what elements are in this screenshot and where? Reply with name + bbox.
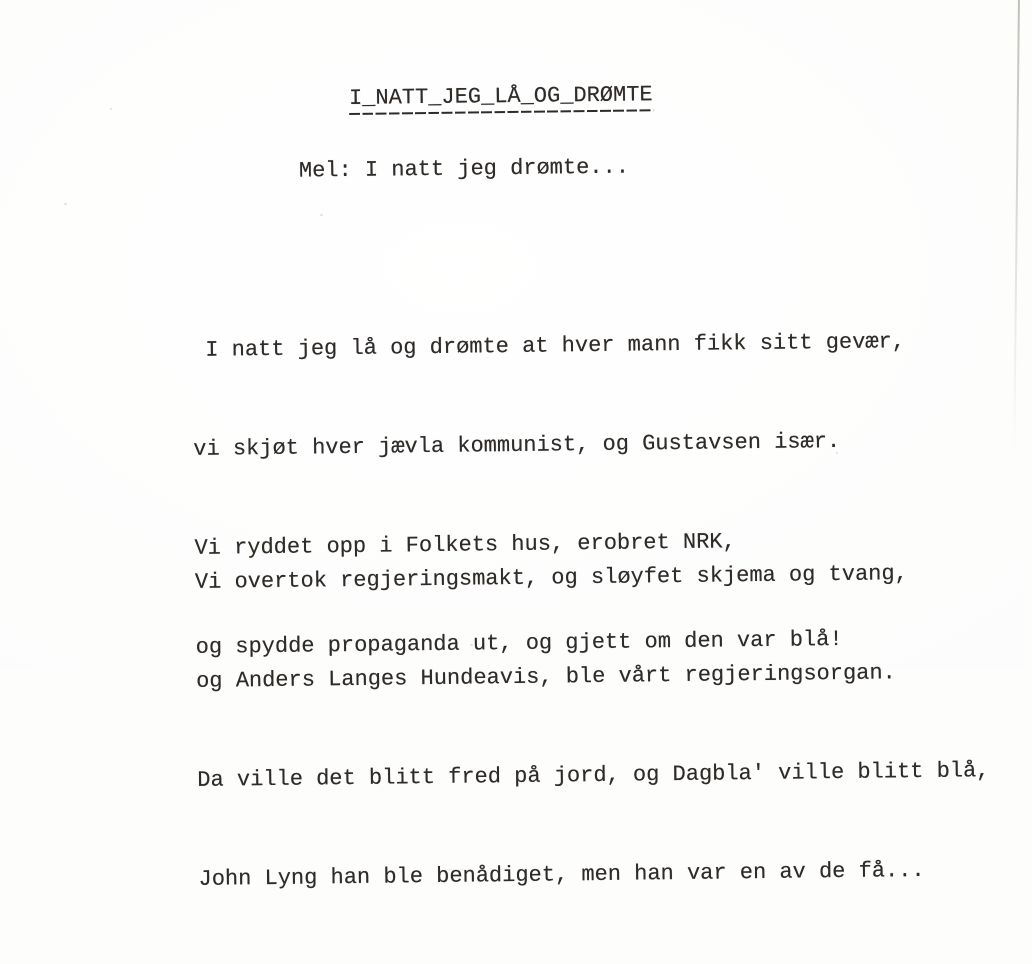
melody-line: Mel: I natt jeg drømte... [298, 154, 630, 184]
scan-speck [836, 452, 838, 454]
lyric-line: Da ville det blitt fred på jord, og Dagbla' ville blitt blå, [197, 758, 990, 793]
lyric-line: I natt jeg lå og drømte at hver mann fikk sitt gevær, [191, 329, 906, 363]
lyric-line: vi skjøt hver jævla kommunist, og Gustavsen især. [193, 428, 841, 462]
scan-speck [320, 214, 323, 216]
scan-speck [64, 203, 67, 205]
lyric-line: og spydde propaganda ut, og gjett om den var blå! [195, 626, 843, 660]
scan-speck [110, 108, 112, 110]
lyric-line: Vi ryddet opp i Folkets hus, erobret NRK, [194, 529, 736, 561]
lyric-line: og Anders Langes Hundeavis, ble vårt regjeringsorgan. [195, 660, 896, 694]
scan-speck [470, 644, 473, 646]
stanza-2 [194, 490, 992, 962]
lyric-line: Vi overtok regjeringsmakt, og sløyfet skjema og tvang, [194, 561, 908, 595]
lyric-line: John Lyng han ble benådiget, men han var en av de få... [198, 857, 925, 892]
song-title: I_NATT_JEG_LÅ_OG_DRØMTE [349, 83, 653, 115]
